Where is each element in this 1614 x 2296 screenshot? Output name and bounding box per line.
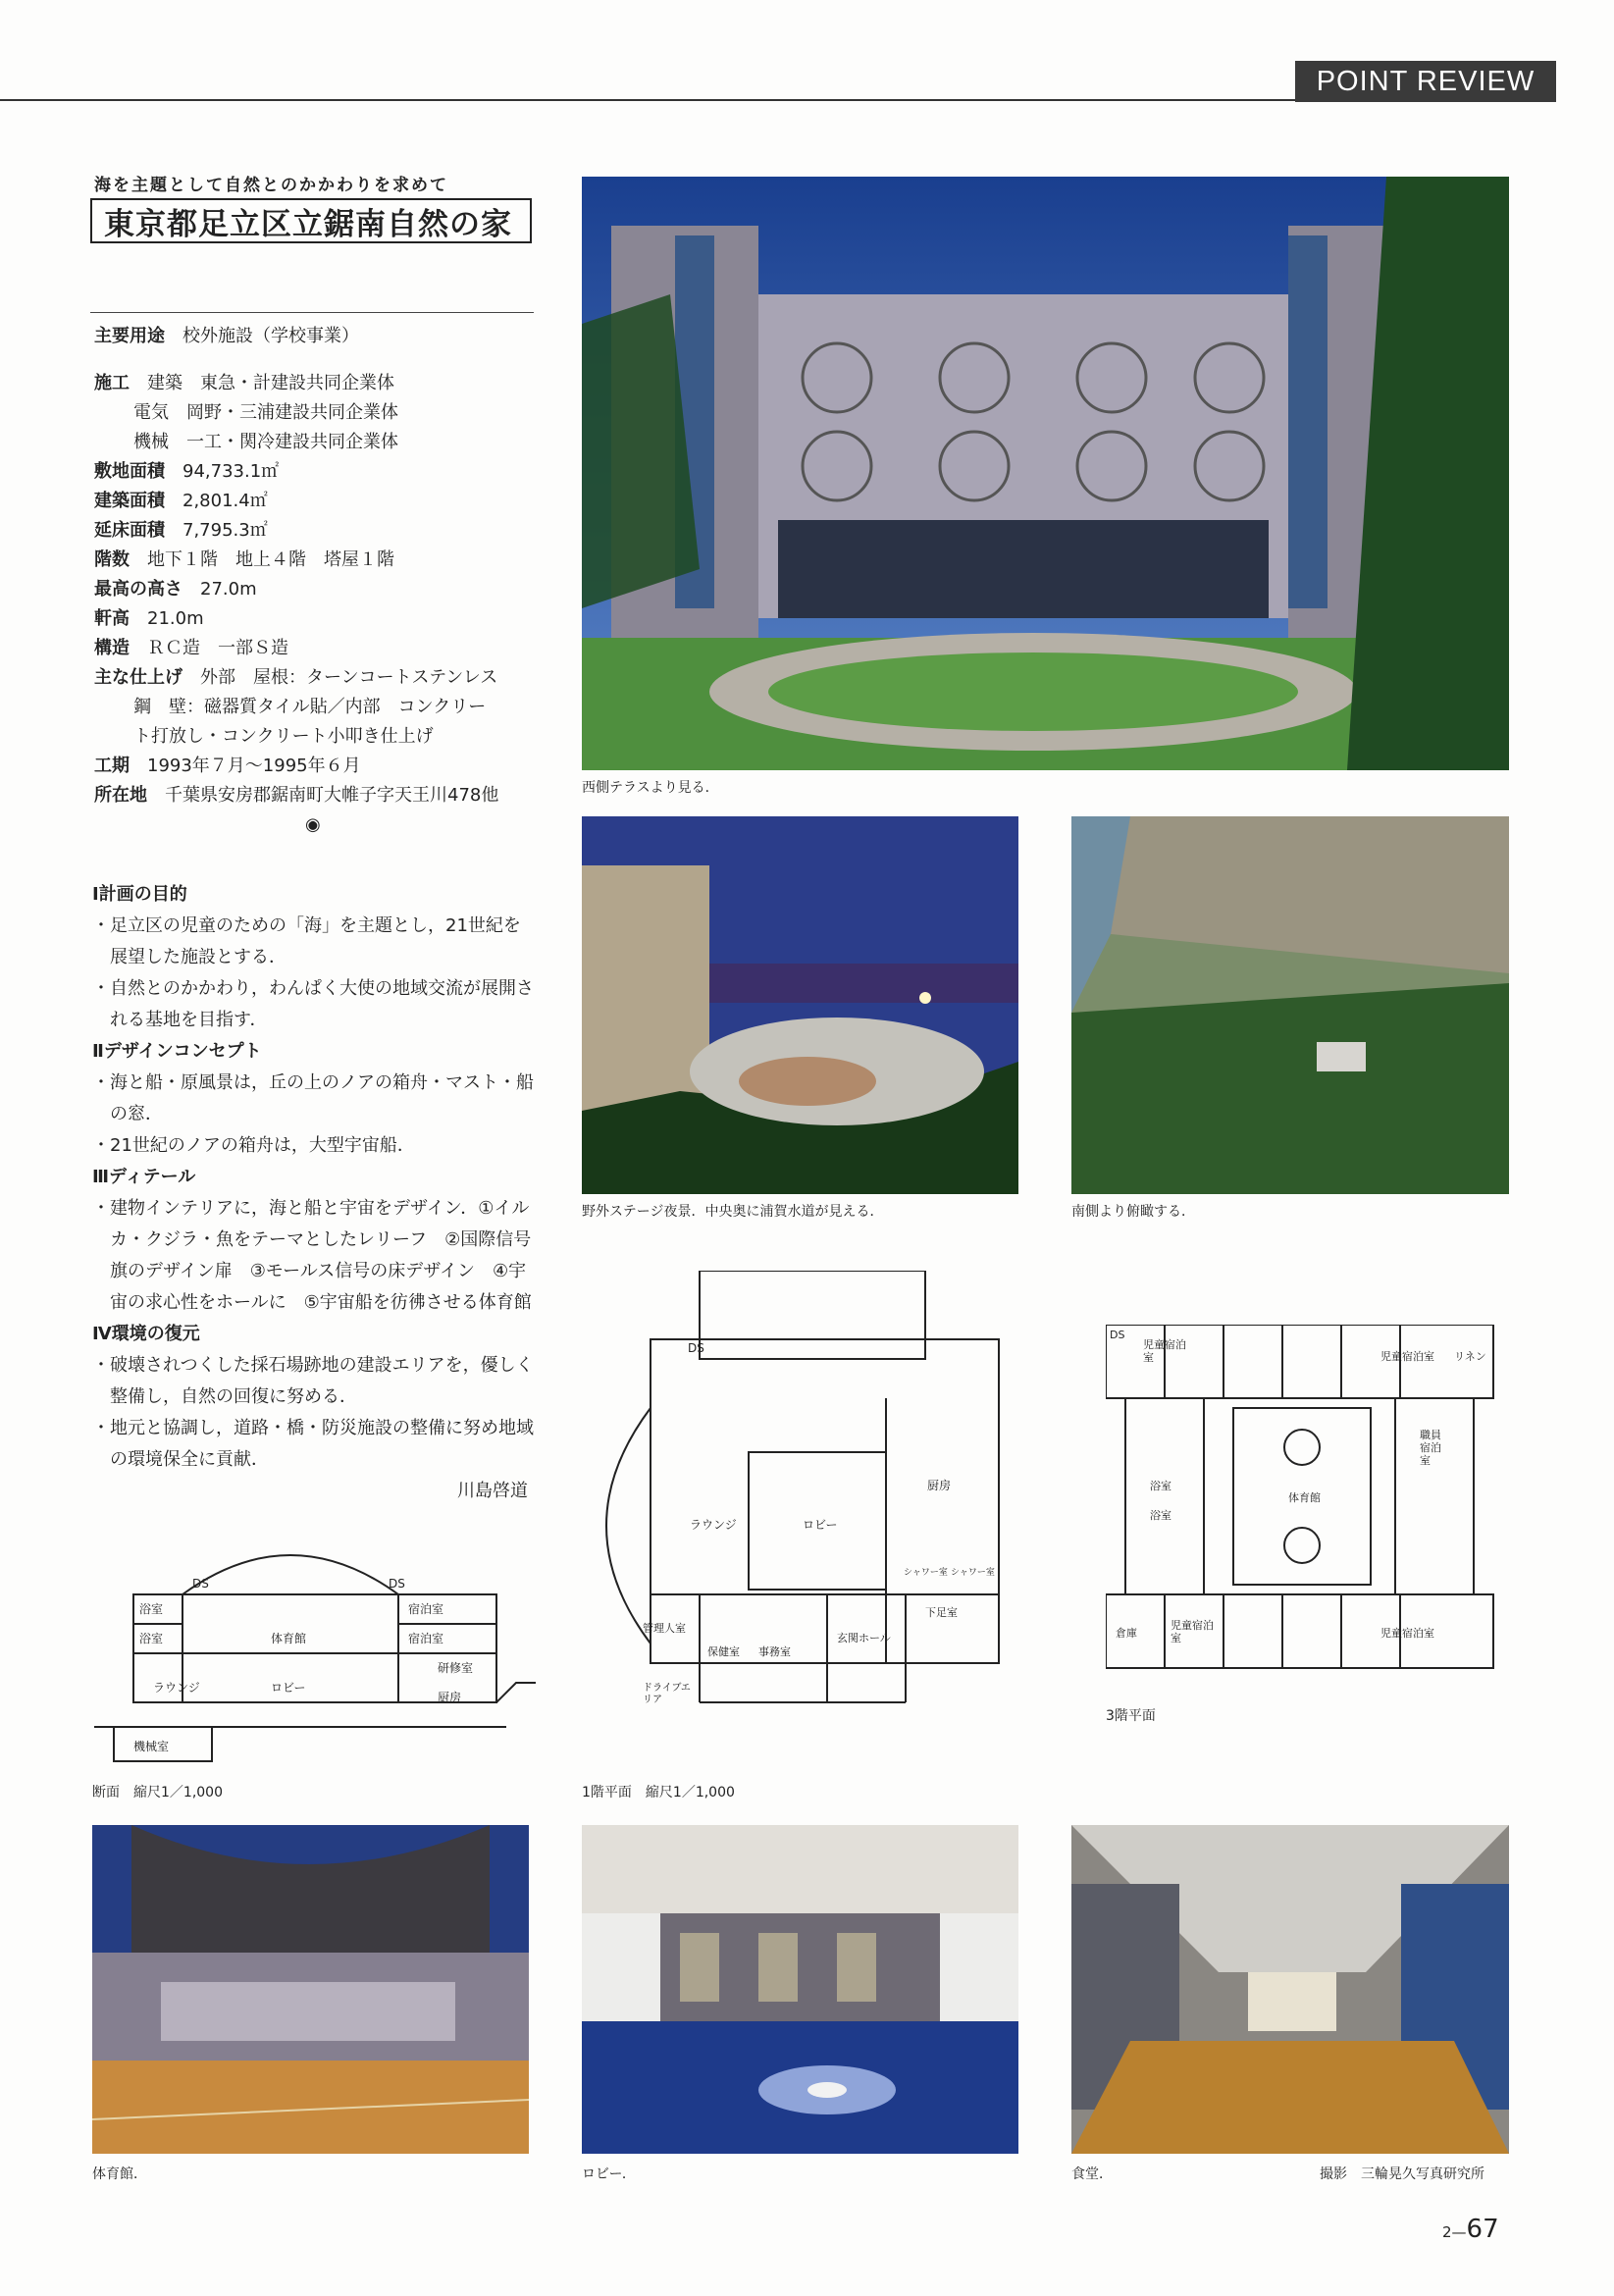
plan3-label-child: 児童宿泊室 bbox=[1380, 1350, 1434, 1363]
spec-list bbox=[94, 322, 498, 840]
spec-row: 延床面積 7,795.3㎡ bbox=[94, 520, 268, 541]
lobby-photo bbox=[582, 1825, 1018, 2154]
section-label-machine: 機械室 bbox=[133, 1740, 170, 1753]
spec-row: 敷地面積 94,733.1㎡ bbox=[94, 461, 280, 482]
caption-dining: 食堂． bbox=[1071, 2166, 1113, 2182]
body-paragraph: ・地元と協調し，道路・橋・防災施設の整備に努め地域の環境保全に貢献． bbox=[92, 1418, 534, 1470]
first-floor-plan bbox=[582, 1271, 1018, 1732]
spec-row: 最高の高さ 27.0m bbox=[94, 579, 257, 600]
section-heading: Ⅱデザインコンセプト bbox=[92, 1041, 262, 1062]
gym-photo bbox=[92, 1825, 529, 2154]
author: 川島啓道 bbox=[457, 1481, 528, 1501]
section-label-ds: DS bbox=[389, 1577, 405, 1591]
body-paragraph: ・破壊されつくした採石場跡地の建設エリアを，優しく整備し，自然の回復に努める． bbox=[92, 1355, 534, 1407]
article-subtitle: 海を主題として自然とのかかわりを求めて bbox=[94, 176, 448, 195]
plan1-label-kitchen: 厨房 bbox=[927, 1479, 952, 1492]
third-floor-plan bbox=[1106, 1325, 1503, 1697]
body-paragraph: ・21世紀のノアの箱舟は，大型宇宙船． bbox=[92, 1135, 415, 1156]
plan3-label-staff: 職員宿泊室 bbox=[1420, 1429, 1441, 1467]
section-label-lobby: ロビー bbox=[271, 1681, 306, 1695]
plan3-label-storage: 倉庫 bbox=[1116, 1627, 1137, 1640]
caption-lobby: ロビー． bbox=[582, 2166, 636, 2182]
caption-aerial: 南側より俯瞰する． bbox=[1071, 1204, 1195, 1220]
section-label-training: 研修室 bbox=[438, 1661, 474, 1675]
body-text bbox=[92, 879, 534, 1507]
plan3-label-gym: 体育館 bbox=[1288, 1491, 1321, 1504]
caption-plan1: 1階平面 縮尺1／1,000 bbox=[582, 1785, 735, 1800]
plan1-label-shower: シャワー室 bbox=[904, 1568, 948, 1578]
caption-gym: 体育館． bbox=[92, 2166, 147, 2182]
spec-row: 主要用途 校外施設（学校事業） bbox=[94, 326, 359, 346]
section-label-ds: DS bbox=[192, 1577, 209, 1591]
section-heading: Ⅳ環境の復元 bbox=[92, 1324, 200, 1344]
plan3-label-bath: 浴室 bbox=[1150, 1480, 1171, 1492]
plan1-label-ds: DS bbox=[688, 1341, 704, 1355]
body-paragraph: ・海と船・原風景は，丘の上のノアの箱舟・マスト・船の窓． bbox=[92, 1072, 534, 1124]
plan3-label-child: 児童宿泊室 bbox=[1171, 1619, 1214, 1644]
section-drawing bbox=[94, 1516, 536, 1776]
body-paragraph: ・自然とのかかわり，わんぱく大使の地域交流が展開される基地を目指す． bbox=[92, 978, 534, 1030]
spec-row: 建築面積 2,801.4㎡ bbox=[94, 491, 268, 511]
spec-mark: ◉ bbox=[305, 814, 321, 835]
plan3-label-ds: DS bbox=[1110, 1329, 1125, 1341]
plan3-label-linen: リネン bbox=[1454, 1350, 1486, 1363]
spec-row: 主な仕上げ 外部 屋根：ターンコートステンレス bbox=[94, 667, 498, 688]
section-label-stay: 宿泊室 bbox=[408, 1632, 444, 1645]
caption-section: 断面 縮尺1／1,000 bbox=[92, 1785, 223, 1800]
section-label-bath: 浴室 bbox=[139, 1632, 164, 1645]
section-heading: Ⅲディテール bbox=[92, 1167, 196, 1187]
page-number: 2—67 bbox=[1442, 2215, 1499, 2244]
spec-divider bbox=[90, 312, 534, 313]
spec-row: 電気 岡野・三浦建設共同企業体 bbox=[133, 402, 398, 423]
spec-row: 機械 一工・関冷建設共同企業体 bbox=[133, 432, 398, 452]
plan1-label-health: 保健室 bbox=[707, 1645, 740, 1658]
spec-row: 工期 1993年７月〜1995年６月 bbox=[94, 756, 361, 776]
plan3-label-child: 児童宿泊室 bbox=[1143, 1338, 1186, 1364]
plan1-label-shoes: 下足室 bbox=[925, 1606, 958, 1619]
plan3-label-bath: 浴室 bbox=[1150, 1509, 1171, 1522]
section-label-gym: 体育館 bbox=[271, 1632, 307, 1645]
spec-row: 所在地 千葉県安房郡鋸南町大帷子字天王川478他 bbox=[94, 785, 499, 806]
main-exterior-photo bbox=[582, 177, 1509, 770]
section-label-lounge: ラウンジ bbox=[153, 1681, 200, 1695]
photo-credit: 撮影 三輪晃久写真研究所 bbox=[1320, 2166, 1484, 2182]
caption-plan3: 3階平面 bbox=[1106, 1708, 1156, 1724]
spec-row: ト打放し・コンクリート小叩き仕上げ bbox=[133, 726, 434, 747]
aerial-photo bbox=[1071, 816, 1509, 1194]
body-paragraph: ・足立区の児童のための「海」を主題とし，21世紀を展望した施設とする． bbox=[92, 915, 521, 967]
caption-night: 野外ステージ夜景．中央奥に浦賀水道が見える． bbox=[582, 1204, 884, 1220]
section-badge: POINT REVIEW bbox=[1295, 61, 1556, 102]
plan1-label-manager: 管理人室 bbox=[643, 1622, 686, 1635]
spec-row: 施工 建築 東急・計建設共同企業体 bbox=[94, 373, 394, 393]
section-heading: Ⅰ計画の目的 bbox=[92, 884, 187, 905]
night-stage-photo bbox=[582, 816, 1018, 1194]
caption-main: 西側テラスより見る． bbox=[582, 780, 719, 796]
plan1-label-office: 事務室 bbox=[758, 1645, 791, 1658]
section-label-bath: 浴室 bbox=[139, 1602, 164, 1616]
header-rule bbox=[0, 99, 1295, 101]
plan3-label-child: 児童宿泊室 bbox=[1380, 1627, 1434, 1640]
dining-photo bbox=[1071, 1825, 1509, 2154]
spec-row: 軒高 21.0m bbox=[94, 608, 204, 629]
plan1-label-drive: ドライブエリア bbox=[643, 1683, 691, 1705]
article-title: 東京都足立区立鋸南自然の家 bbox=[90, 198, 532, 243]
body-paragraph: ・建物インテリアに，海と船と宇宙をデザイン．①イルカ・クジラ・魚をテーマとしたレリーフ ②国際信号旗のデザイン扉 ③モールス信号の床デザイン ④宇宙の求心性をホールに ⑤宇宙船を彷彿させる体育館 bbox=[92, 1198, 532, 1313]
section-label-kitchen: 厨房 bbox=[438, 1691, 462, 1704]
plan1-label-entrance: 玄関ホール bbox=[837, 1632, 891, 1644]
plan1-label-shower: シャワー室 bbox=[951, 1568, 995, 1578]
plan1-label-lobby: ロビー bbox=[803, 1518, 838, 1532]
spec-row: 鋼 壁：磁器質タイル貼／内部 コンクリー bbox=[133, 697, 487, 717]
section-label-stay: 宿泊室 bbox=[408, 1602, 444, 1616]
spec-row: 構造 ＲＣ造 一部Ｓ造 bbox=[94, 638, 288, 658]
spec-row: 階数 地下１階 地上４階 塔屋１階 bbox=[94, 549, 394, 570]
plan1-label-lounge: ラウンジ bbox=[690, 1518, 737, 1532]
